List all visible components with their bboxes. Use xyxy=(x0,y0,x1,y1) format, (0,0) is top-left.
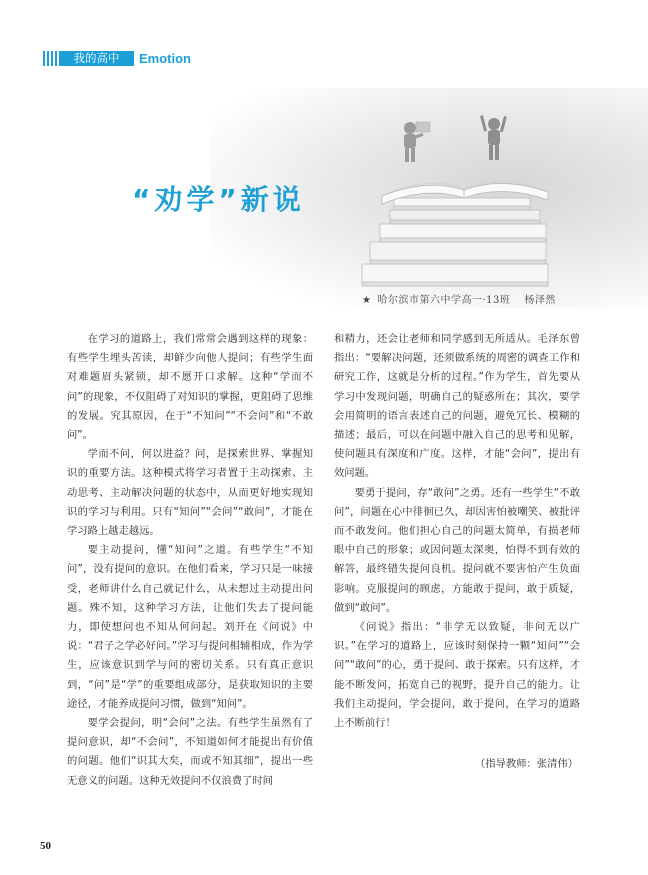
paragraph: 和精力，还会让老师和同学感到无所适从。毛泽东曾指出：“要解决问题，还须做系统的周密的调查工作和研究工作，这就是分析的过程。”作为学生，首先要从学习中发现问题，明确自己的疑惑所在；其次，要学会用简明的语言表述自己的问题，避免冗长、模糊的描述；最后，可以在问题中融入自己的思考和见解，使问题具有深度和广度。这样，才能“会问”，提出有效问题。 xyxy=(334,333,580,480)
column-label-en: Emotion xyxy=(139,51,191,66)
star-icon: ★ xyxy=(362,295,372,306)
paragraph: 要学会提问，明“会问”之法。有些学生虽然有了提问意识，却“不会问”，不知道如何才能提出有价值的问题。他们“识其大矣，而或不知其细”，提出一些无意义的问题。这种无效提问不仅浪费了时间 xyxy=(67,717,313,787)
column-label: 我的高中 xyxy=(59,51,134,66)
article-title: “劝学”新说 xyxy=(132,183,305,216)
byline-school: 哈尔滨市第六中学高一·13班 xyxy=(377,295,511,306)
paragraph: 要主动提问，懂“知问”之道。有些学生“不知问”，没有提问的意识。在他们看来，学习只是一味接受，老师讲什么自己就记什么，从未想过主动提出问题。殊不知，这种学习方法，让他们失去了提问能力，即使想问也不知从何问起。刘开在《问说》中说：“君子之学必好问。”学习与提问相辅相成，作为学生，应该意识到学与问的密切关系。只有真正意识到，“问”是“学”的重要组成部分，是获取知识的主要途径，才能养成提问习惯，做到“知问”。 xyxy=(67,544,313,710)
byline xyxy=(362,291,556,306)
text-column-right xyxy=(334,330,580,774)
paragraph: 《问说》指出：“非学无以致疑，非问无以广识。”在学习的道路上，应该时刻保持一颗“知问”“会问”“敢问”的心，勇于提问、敢于探索。只有这样，才能不断发问，拓宽自己的视野，提升自己的能力。让我们主动提问，学会提问，敢于提问，在学习的道路上不断前行！ xyxy=(334,621,580,730)
book-stack-illustration xyxy=(352,110,592,290)
advisor-note: （指导教师：张清伟） xyxy=(475,758,578,771)
header-decorative-bars xyxy=(43,51,57,66)
page-number: 50 xyxy=(40,840,51,852)
paragraph: 在学习的道路上，我们常常会遇到这样的现象：有些学生埋头苦读，却鲜少向他人提问；有些学生面对难题眉头紧锁，却不愿开口求解。这种“学而不问”的现象，不仅阻碍了对知识的掌握，更阻碍了思维的发展。究其原因，在于“不知问”“不会问”和“不敢问”。 xyxy=(67,333,313,442)
byline-author: 杨泽然 xyxy=(524,295,556,306)
text-column-left xyxy=(67,330,313,791)
paragraph: 学而不问，何以进益？问，是探索世界、掌握知识的重要方法。这种模式将学习者置于主动探索、主动思考、主动解决问题的状态中，从而更好地实现知识的学习与利用。只有“知问”“会问”“敢问”，才能在学习路上越走越远。 xyxy=(67,448,313,538)
paragraph: 要勇于提问，存“敢问”之勇。还有一些学生“不敢问”，问题在心中徘徊已久，却因害怕被嘲笑、被批评而不敢发问。他们担心自己的问题太简单，有损老师眼中自己的形象；或因问题太深奥，怕得不到有效的解答，最终错失提问良机。提问就不要害怕产生负面影响。克服提问的顾虑，方能敢于提问，敢于质疑，做到“敢问”。 xyxy=(334,486,580,614)
